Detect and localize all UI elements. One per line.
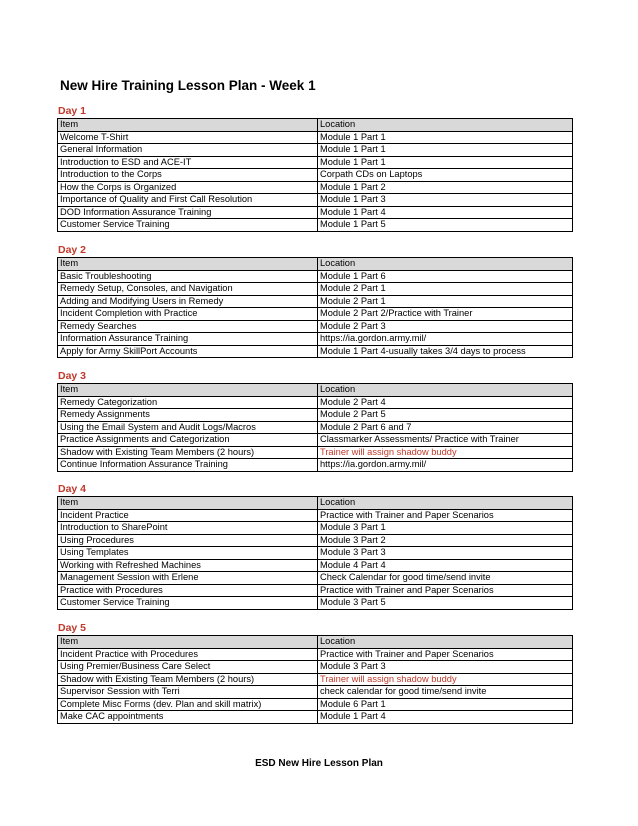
item-cell: Customer Service Training xyxy=(58,597,318,610)
table-row xyxy=(58,345,573,358)
table-row xyxy=(58,320,573,333)
page-footer: ESD New Hire Lesson Plan xyxy=(255,758,383,769)
day-section xyxy=(57,244,572,358)
item-cell: Adding and Modifying Users in Remedy xyxy=(58,295,318,308)
table-header-row xyxy=(58,119,573,132)
item-cell: Welcome T-Shirt xyxy=(58,131,318,144)
item-cell: Make CAC appointments xyxy=(58,711,318,724)
item-cell: Information Assurance Training xyxy=(58,333,318,346)
item-cell: Shadow with Existing Team Members (2 hours) xyxy=(58,673,318,686)
day-heading: Day 5 xyxy=(58,622,87,634)
location-cell: Module 2 Part 3 xyxy=(318,320,573,333)
item-cell: Apply for Army SkillPort Accounts xyxy=(58,345,318,358)
table-row xyxy=(58,648,573,661)
location-cell: Module 1 Part 6 xyxy=(318,270,573,283)
lesson-table xyxy=(57,635,573,724)
item-cell: Using Procedures xyxy=(58,534,318,547)
item-column-header: Item xyxy=(58,497,318,510)
item-cell: DOD Information Assurance Training xyxy=(58,206,318,219)
table-row xyxy=(58,673,573,686)
location-cell: Module 3 Part 3 xyxy=(318,661,573,674)
item-cell: General Information xyxy=(58,144,318,157)
day-section xyxy=(57,105,572,232)
table-row xyxy=(58,194,573,207)
table-row xyxy=(58,597,573,610)
table-header-row xyxy=(58,497,573,510)
location-cell: Module 1 Part 1 xyxy=(318,144,573,157)
table-row xyxy=(58,219,573,232)
table-row xyxy=(58,409,573,422)
location-cell: Module 2 Part 1 xyxy=(318,295,573,308)
item-cell: Supervisor Session with Terri xyxy=(58,686,318,699)
item-cell: Basic Troubleshooting xyxy=(58,270,318,283)
table-row xyxy=(58,131,573,144)
location-cell: Module 6 Part 1 xyxy=(318,698,573,711)
item-cell: Complete Misc Forms (dev. Plan and skill matrix) xyxy=(58,698,318,711)
location-cell: Practice with Trainer and Paper Scenarios xyxy=(318,648,573,661)
location-cell: Module 1 Part 4 xyxy=(318,206,573,219)
item-cell: Remedy Assignments xyxy=(58,409,318,422)
day-section xyxy=(57,483,572,610)
location-column-header: Location xyxy=(318,258,573,271)
lesson-table xyxy=(57,257,573,358)
table-row xyxy=(58,661,573,674)
location-cell: Module 1 Part 2 xyxy=(318,181,573,194)
item-cell: Introduction to the Corps xyxy=(58,169,318,182)
item-cell: Remedy Searches xyxy=(58,320,318,333)
table-row xyxy=(58,156,573,169)
location-cell: Module 2 Part 4 xyxy=(318,396,573,409)
table-row xyxy=(58,686,573,699)
table-row xyxy=(58,446,573,459)
item-column-header: Item xyxy=(58,258,318,271)
location-cell: https://ia.gordon.army.mil/ xyxy=(318,459,573,472)
day-heading: Day 2 xyxy=(58,244,87,256)
item-cell: Introduction to ESD and ACE-IT xyxy=(58,156,318,169)
item-cell: Incident Practice with Procedures xyxy=(58,648,318,661)
location-cell: Module 3 Part 3 xyxy=(318,547,573,560)
location-column-header: Location xyxy=(318,119,573,132)
page-title: New Hire Training Lesson Plan - Week 1 xyxy=(60,78,316,93)
table-row xyxy=(58,711,573,724)
location-column-header: Location xyxy=(318,384,573,397)
location-cell: Module 2 Part 1 xyxy=(318,283,573,296)
table-row xyxy=(58,144,573,157)
table-row xyxy=(58,534,573,547)
location-cell: https://ia.gordon.army.mil/ xyxy=(318,333,573,346)
location-cell: Module 1 Part 5 xyxy=(318,219,573,232)
item-cell: Continue Information Assurance Training xyxy=(58,459,318,472)
table-row xyxy=(58,181,573,194)
table-row xyxy=(58,270,573,283)
location-cell: Module 1 Part 4 xyxy=(318,711,573,724)
item-cell: How the Corps is Organized xyxy=(58,181,318,194)
day-heading: Day 3 xyxy=(58,370,87,382)
item-cell: Management Session with Erlene xyxy=(58,572,318,585)
location-cell: Module 1 Part 4-usually takes 3/4 days to process xyxy=(318,345,573,358)
table-row xyxy=(58,283,573,296)
table-row xyxy=(58,459,573,472)
day-heading: Day 1 xyxy=(58,105,87,117)
location-cell: Module 1 Part 3 xyxy=(318,194,573,207)
location-cell: Module 1 Part 1 xyxy=(318,131,573,144)
table-row xyxy=(58,169,573,182)
location-cell: Module 4 Part 4 xyxy=(318,559,573,572)
location-cell: Module 2 Part 2/Practice with Trainer xyxy=(318,308,573,321)
item-cell: Importance of Quality and First Call Resolution xyxy=(58,194,318,207)
table-row xyxy=(58,295,573,308)
table-row xyxy=(58,434,573,447)
table-row xyxy=(58,522,573,535)
item-cell: Using Premier/Business Care Select xyxy=(58,661,318,674)
location-column-header: Location xyxy=(318,636,573,649)
item-column-header: Item xyxy=(58,636,318,649)
location-cell: Module 2 Part 5 xyxy=(318,409,573,422)
item-cell: Shadow with Existing Team Members (2 hours) xyxy=(58,446,318,459)
table-row xyxy=(58,206,573,219)
day-section xyxy=(57,622,572,724)
item-cell: Using Templates xyxy=(58,547,318,560)
table-row xyxy=(58,547,573,560)
item-cell: Customer Service Training xyxy=(58,219,318,232)
table-header-row xyxy=(58,384,573,397)
table-row xyxy=(58,308,573,321)
day-heading: Day 4 xyxy=(58,483,87,495)
location-cell: Practice with Trainer and Paper Scenarios xyxy=(318,509,573,522)
table-row xyxy=(58,421,573,434)
location-cell: check calendar for good time/send invite xyxy=(318,686,573,699)
lesson-table xyxy=(57,383,573,472)
lesson-table xyxy=(57,118,573,232)
table-row xyxy=(58,572,573,585)
location-cell: Trainer will assign shadow buddy xyxy=(318,673,573,686)
location-cell: Module 3 Part 5 xyxy=(318,597,573,610)
day-section xyxy=(57,370,572,472)
location-cell: Trainer will assign shadow buddy xyxy=(318,446,573,459)
location-cell: Module 1 Part 1 xyxy=(318,156,573,169)
item-column-header: Item xyxy=(58,384,318,397)
item-cell: Incident Practice xyxy=(58,509,318,522)
location-cell: Module 2 Part 6 and 7 xyxy=(318,421,573,434)
table-header-row xyxy=(58,258,573,271)
location-cell: Check Calendar for good time/send invite xyxy=(318,572,573,585)
location-column-header: Location xyxy=(318,497,573,510)
item-column-header: Item xyxy=(58,119,318,132)
table-row xyxy=(58,698,573,711)
item-cell: Using the Email System and Audit Logs/Macros xyxy=(58,421,318,434)
location-cell: Module 3 Part 2 xyxy=(318,534,573,547)
item-cell: Introduction to SharePoint xyxy=(58,522,318,535)
location-cell: Classmarker Assessments/ Practice with Trainer xyxy=(318,434,573,447)
item-cell: Remedy Setup, Consoles, and Navigation xyxy=(58,283,318,296)
table-header-row xyxy=(58,636,573,649)
item-cell: Working with Refreshed Machines xyxy=(58,559,318,572)
table-row xyxy=(58,333,573,346)
item-cell: Practice Assignments and Categorization xyxy=(58,434,318,447)
item-cell: Practice with Procedures xyxy=(58,584,318,597)
lesson-table xyxy=(57,496,573,610)
item-cell: Incident Completion with Practice xyxy=(58,308,318,321)
table-row xyxy=(58,559,573,572)
item-cell: Remedy Categorization xyxy=(58,396,318,409)
table-row xyxy=(58,584,573,597)
table-row xyxy=(58,396,573,409)
location-cell: Corpath CDs on Laptops xyxy=(318,169,573,182)
table-row xyxy=(58,509,573,522)
location-cell: Module 3 Part 1 xyxy=(318,522,573,535)
location-cell: Practice with Trainer and Paper Scenarios xyxy=(318,584,573,597)
